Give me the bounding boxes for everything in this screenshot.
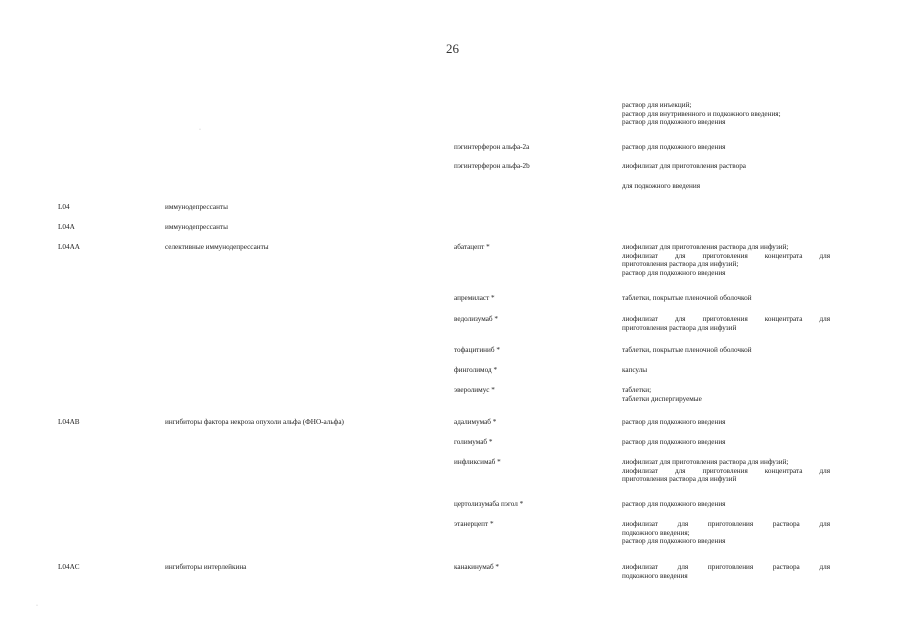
- drug-name: пэгинтерферон альфа-2b: [454, 162, 530, 170]
- dosage-forms: [622, 458, 830, 484]
- dosage-form-line: раствор для подкожного введения: [622, 143, 726, 151]
- stray-mark: ·: [36, 603, 38, 609]
- drug-name: тофацитиниб *: [454, 346, 500, 354]
- dosage-form-line: раствор для внутривенного и подкожного введения;: [622, 109, 781, 118]
- dosage-form-line: лиофилизат для приготовления концентрата для: [622, 251, 830, 260]
- dosage-form-line: лиофилизат для приготовления раствора: [622, 162, 746, 170]
- drug-name: финголимод *: [454, 366, 498, 374]
- dosage-forms: [622, 162, 830, 171]
- dosage-forms: [622, 418, 830, 427]
- drug-name: эверолимус *: [454, 386, 495, 394]
- atc-code: L04A: [58, 223, 75, 231]
- drug-name: пэгинтерферон альфа-2a: [454, 143, 530, 151]
- dosage-forms: [622, 315, 830, 332]
- pharmacological-group: ингибиторы интерлейкина: [165, 563, 247, 571]
- pharmacological-group: селективные иммунодепрессанты: [165, 243, 269, 251]
- dosage-form-line: раствор для подкожного введения: [622, 268, 726, 277]
- drug-name: цертолизумаба пэгол *: [454, 500, 524, 508]
- dosage-form-line: для подкожного введения: [622, 182, 701, 190]
- dosage-form-line: приготовления раствора для инфузий: [622, 475, 737, 484]
- drug-name: канакинумаб *: [454, 563, 500, 571]
- dosage-forms: [622, 563, 830, 580]
- pharmacological-group: иммунодепрессанты: [165, 203, 228, 211]
- drug-name: апремиласт *: [454, 294, 495, 302]
- dosage-forms: [622, 243, 830, 277]
- dosage-forms: [622, 438, 830, 447]
- dosage-form-line: раствор для подкожного введения: [622, 500, 726, 508]
- pharmacological-group: ингибиторы фактора некроза опухоли альфа (ФНО-альфа): [165, 418, 344, 426]
- drug-name: ведолизумаб *: [454, 315, 498, 323]
- dosage-form-line: раствор для подкожного введения: [622, 537, 726, 546]
- dosage-form-line: таблетки диспергируемые: [622, 394, 702, 403]
- dosage-forms: [622, 346, 830, 355]
- dosage-forms: [622, 386, 830, 403]
- dosage-form-line: лиофилизат для приготовления концентрата для: [622, 315, 830, 323]
- dosage-form-line: таблетки, покрытые пленочной оболочкой: [622, 346, 752, 354]
- atc-code: L04AB: [58, 418, 80, 426]
- dosage-form-line: лиофилизат для приготовления раствора для: [622, 563, 830, 571]
- dosage-form-line: раствор для подкожного введения: [622, 118, 726, 127]
- atc-code: L04AC: [58, 563, 80, 571]
- dosage-forms: [622, 520, 830, 546]
- pharmacological-group: иммунодепрессанты: [165, 223, 228, 231]
- dosage-form-line: раствор для подкожного введения: [622, 438, 726, 446]
- dosage-form-line: лиофилизат для приготовления раствора для: [622, 520, 830, 528]
- dosage-form-line: лиофилизат для приготовления раствора для инфузий;: [622, 458, 789, 466]
- dosage-form-line: таблетки;: [622, 386, 652, 394]
- dosage-forms: [622, 101, 830, 127]
- drug-name: адалимумаб *: [454, 418, 497, 426]
- drug-name: абатацепт *: [454, 243, 490, 251]
- dosage-form-line: приготовления раствора для инфузий: [622, 323, 737, 332]
- dosage-forms: [622, 182, 830, 191]
- dosage-forms: [622, 143, 830, 152]
- dosage-forms: [622, 500, 830, 509]
- stray-mark: ·: [199, 127, 201, 133]
- drug-name: этанерцепт *: [454, 520, 494, 528]
- dosage-form-line: подкожного введения: [622, 571, 688, 580]
- dosage-form-line: раствор для инъекций;: [622, 101, 692, 109]
- dosage-form-line: лиофилизат для приготовления раствора для инфузий;: [622, 243, 789, 251]
- dosage-forms: [622, 294, 830, 303]
- drug-name: голимумаб *: [454, 438, 493, 446]
- dosage-form-line: раствор для подкожного введения: [622, 418, 726, 426]
- page-number: 26: [446, 41, 459, 56]
- atc-code: L04: [58, 203, 70, 211]
- dosage-form-line: приготовления раствора для инфузий;: [622, 260, 739, 269]
- dosage-form-line: таблетки, покрытые пленочной оболочкой: [622, 294, 752, 302]
- drug-name: инфликсимаб *: [454, 458, 501, 466]
- dosage-form-line: лиофилизат для приготовления концентрата для: [622, 466, 830, 475]
- dosage-forms: [622, 366, 830, 375]
- dosage-form-line: капсулы: [622, 366, 648, 374]
- atc-code: L04AA: [58, 243, 80, 251]
- dosage-form-line: подкожного введения;: [622, 528, 690, 537]
